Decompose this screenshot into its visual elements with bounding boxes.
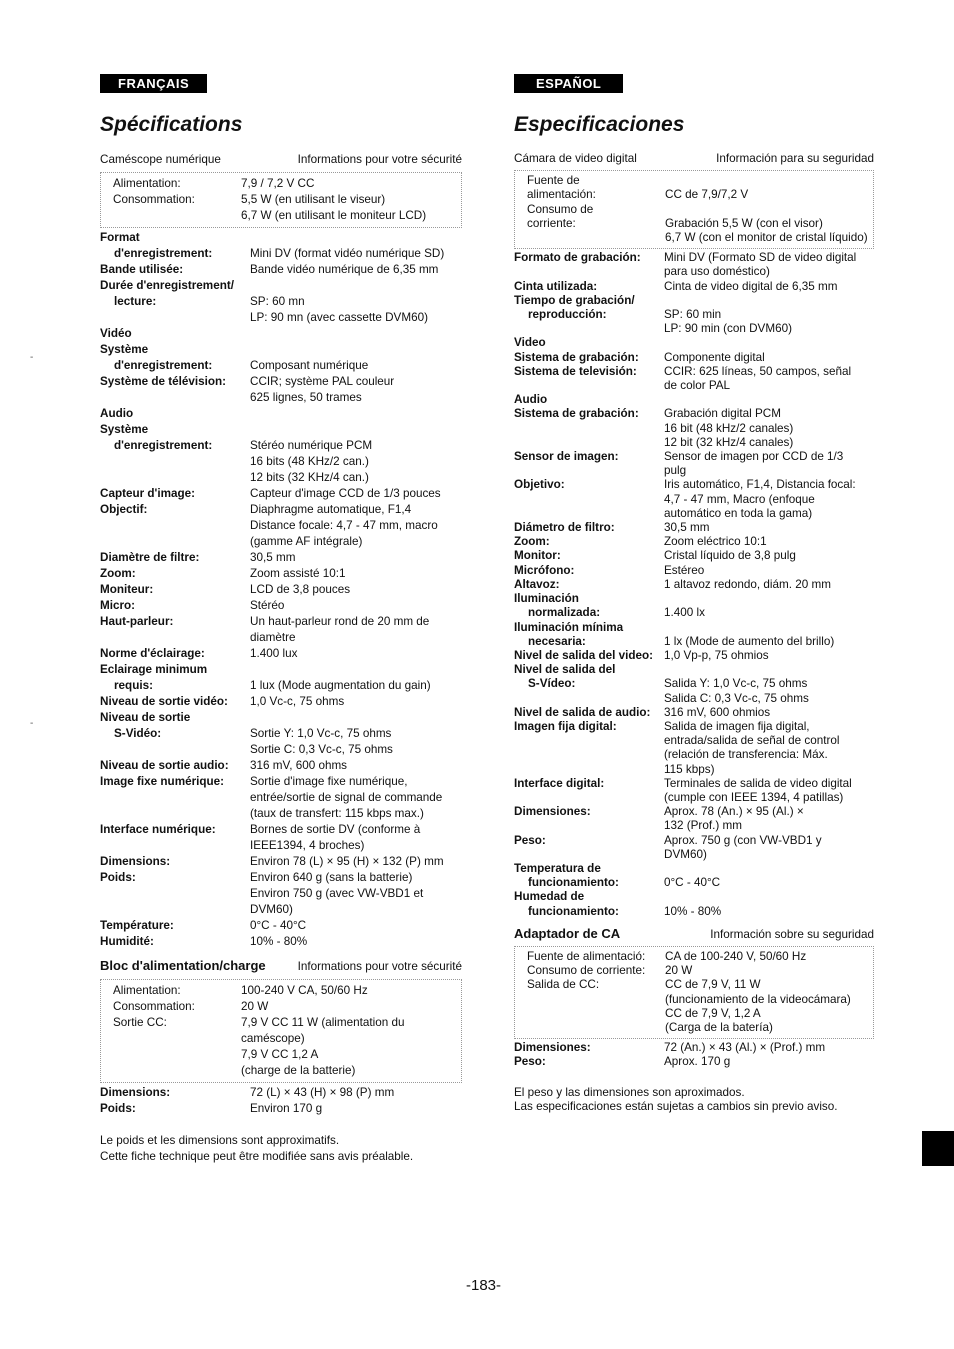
- spec-label: Norme d'éclairage:: [100, 647, 205, 660]
- language-label-french: FRANÇAIS: [100, 74, 207, 93]
- ac-spec-list: [514, 1041, 874, 1069]
- spec-value: [250, 662, 462, 678]
- spec-value: [664, 393, 874, 407]
- page-title-french: Spécifications: [100, 113, 243, 136]
- spec-value: CC de 7,9 V, 11 W (funcionamiento de la videocámara) CC de 7,9 V, 1,2 A (Carga de la batería): [665, 978, 851, 1034]
- spec-label: Humedad de: [514, 890, 585, 904]
- spec-label: Alimentation:: [113, 177, 181, 190]
- spec-label: Durée d'enregistrement/: [100, 279, 234, 292]
- spec-value: [250, 342, 462, 358]
- spec-value: Environ 78 (L) × 95 (H) × 132 (P) mm: [250, 855, 444, 868]
- spec-value: [250, 326, 462, 342]
- spec-label: Fuente de alimentació:: [527, 949, 646, 963]
- spec-label: Tiempo de grabación/: [514, 293, 635, 307]
- spec-value: Mini DV (format vidéo numérique SD): [250, 247, 445, 260]
- page-number: -183-: [466, 1277, 502, 1294]
- spec-label: Objectif:: [100, 503, 148, 516]
- spec-label: Micrófono:: [514, 563, 575, 577]
- spec-value: Salida de imagen fija digital, entrada/salida de señal de control (relación de transferencia: Máx. 115 kbps): [664, 719, 840, 776]
- spec-value: Un haut-parleur rond de 20 mm de diamètre: [250, 615, 430, 644]
- spec-value: CCIR: 625 líneas, 50 campos, señal de color PAL: [664, 364, 852, 393]
- spec-label: Peso:: [514, 1055, 546, 1069]
- spec-value: Composant numérique: [250, 359, 369, 372]
- spec-label: Nivel de salida del: [514, 663, 616, 677]
- margin-mark: -: [30, 352, 34, 363]
- spec-value: Zoom eléctrico 10:1: [664, 535, 767, 549]
- spec-value: [250, 230, 462, 246]
- spec-value: Grabación 5,5 W (con el visor) 6,7 W (con el monitor de cristal líquido): [665, 216, 868, 245]
- spanish-column: [514, 74, 874, 1114]
- spec-label: Sistema de televisión:: [514, 364, 637, 378]
- spec-value: Componente digital: [664, 350, 765, 364]
- safety-info-label: Informations pour votre sécurité: [297, 153, 462, 166]
- safety-info-label: Información para su seguridad: [716, 152, 874, 165]
- spec-label: Monitor:: [514, 549, 561, 563]
- spec-label: Interface digital:: [514, 776, 605, 790]
- footnote: Le poids et les dimensions sont approximatifs. Cette fiche technique peut être modifiée sans avis préalable.: [100, 1134, 414, 1163]
- spec-value: 72 (L) × 43 (H) × 98 (P) mm: [250, 1086, 395, 1099]
- ac-title: Bloc d'alimentation/charge: [100, 958, 266, 973]
- ac-power-box: [100, 979, 462, 1083]
- spec-value: Sensor de imagen por CCD de 1/3 pulg: [664, 450, 844, 478]
- spec-value: Grabación digital PCM 16 bit (48 kHz/2 canales) 12 bit (32 kHz/4 canales): [664, 407, 794, 449]
- spec-value: [250, 710, 462, 726]
- spec-value: Aprox. 78 (An.) × 95 (Al.) × 132 (Prof.) mm: [664, 805, 804, 833]
- ac-safety-label: Información sobre su seguridad: [710, 927, 874, 941]
- spec-label: d'enregistrement:: [114, 359, 213, 372]
- spec-value: Cristal líquido de 3,8 pulg: [664, 549, 796, 563]
- spec-value: SP: 60 min LP: 90 min (con DVM60): [664, 308, 792, 336]
- spec-label: Système de télévision:: [100, 375, 227, 388]
- spec-label: Zoom:: [100, 567, 136, 580]
- power-box: [100, 172, 462, 228]
- spec-label: Poids:: [100, 871, 136, 884]
- spec-label: Nivel de salida del video:: [514, 648, 654, 662]
- spec-label: Niveau de sortie audio:: [100, 759, 229, 772]
- spec-value: [664, 294, 874, 308]
- ac-power-box: [514, 946, 874, 1039]
- spec-label: Moniteur:: [100, 583, 154, 596]
- spec-label: Sistema de grabación:: [514, 350, 639, 364]
- language-label-spanish: ESPAÑOL: [514, 74, 623, 93]
- spec-value: LCD de 3,8 pouces: [250, 583, 351, 596]
- spec-value: Bande vidéo numérique de 6,35 mm: [250, 263, 439, 276]
- spec-value: Iris automático, F1,4, Distancia focal: 4,7 - 47 mm, Macro (enfoque automático en toda la gama): [664, 478, 856, 520]
- spec-label: Interface numérique:: [100, 823, 216, 836]
- spec-list: [514, 251, 874, 919]
- spec-value: [664, 890, 874, 904]
- section-name: Cámara de video digital: [514, 152, 637, 165]
- spec-label: d'enregistrement:: [114, 247, 213, 260]
- spec-value: 1.400 lx: [664, 606, 705, 620]
- spec-value: [664, 862, 874, 876]
- spec-value: Capteur d'image CCD de 1/3 pouces: [250, 487, 441, 500]
- spec-label: Dimensions:: [100, 855, 171, 868]
- spec-label: Cinta utilizada:: [514, 279, 598, 293]
- spec-label: Diámetro de filtro:: [514, 521, 615, 535]
- spec-label: Temperatura de: [514, 861, 601, 875]
- spec-value: 7,9 / 7,2 V CC: [241, 177, 315, 190]
- spec-label: Image fixe numérique:: [100, 775, 225, 788]
- spec-label: funcionamiento:: [528, 876, 619, 890]
- spec-label: Système: [100, 343, 149, 356]
- spec-label: Alimentation:: [113, 984, 181, 997]
- spec-value: 7,9 V CC 11 W (alimentation du caméscope) 7,9 V CC 1,2 A (charge de la batterie): [241, 1016, 405, 1077]
- spec-label: Video: [514, 336, 546, 350]
- spec-label: Iluminación: [514, 592, 579, 606]
- spec-label: Température:: [100, 919, 174, 932]
- spec-value: Environ 640 g (sans la batterie) Environ 750 g (avec VW-VBD1 et DVM60): [250, 871, 424, 916]
- spec-label: Niveau de sortie vidéo:: [100, 695, 228, 708]
- spec-label: Consumo de corriente:: [527, 964, 646, 978]
- spec-value: 100-240 V CA, 50/60 Hz: [241, 984, 368, 997]
- spec-label: normalizada:: [528, 606, 601, 620]
- spec-value: Salida Y: 1,0 Vc-c, 75 ohms Salida C: 0,3 Vc-c, 75 ohms: [664, 677, 809, 705]
- spec-value: Environ 170 g: [250, 1102, 323, 1115]
- spec-label: Objetivo:: [514, 478, 565, 492]
- spec-label: Peso:: [514, 833, 546, 847]
- spec-value: 316 mV, 600 ohms: [250, 759, 348, 772]
- spec-value: [664, 592, 874, 606]
- spec-value: Cinta de video digital de 6,35 mm: [664, 279, 838, 293]
- spec-value: 30,5 mm: [250, 551, 296, 564]
- spec-value: 20 W: [241, 1000, 269, 1013]
- spec-label: Nivel de salida de audio:: [514, 705, 651, 719]
- spec-label: Format: [100, 231, 140, 244]
- spec-value: [664, 621, 874, 635]
- spec-value: CA de 100-240 V, 50/60 Hz: [665, 949, 807, 963]
- spec-label: Dimensiones:: [514, 805, 591, 819]
- spec-value: 1.400 lux: [250, 647, 298, 660]
- spec-label: Imagen fija digital:: [514, 719, 617, 733]
- spec-value: CCIR; système PAL couleur 625 lignes, 50 trames: [250, 375, 395, 404]
- spec-value: Zoom assisté 10:1: [250, 567, 346, 580]
- spec-value: 1 lx (Mode de aumento del brillo): [664, 634, 835, 648]
- ac-header: [514, 927, 874, 942]
- spec-value: [250, 406, 462, 422]
- spec-value: 1 altavoz redondo, diám. 20 mm: [664, 577, 831, 591]
- footnote: El peso y las dimensiones son aproximados. Las especificaciones están sujetas a cambios sin previo aviso.: [514, 1085, 838, 1113]
- spec-label: Niveau de sortie: [100, 711, 191, 724]
- spec-label: Audio: [100, 407, 134, 420]
- spec-label: Système: [100, 423, 149, 436]
- section-header: [514, 152, 874, 166]
- spec-value: Stéréo: [250, 599, 285, 612]
- spec-label: Iluminación mínima: [514, 620, 624, 634]
- spec-label: necesaria:: [528, 634, 586, 648]
- spec-label: Sensor de imagen:: [514, 450, 619, 464]
- spec-value: Terminales de salida de video digital (cumple con IEEE 1394, 4 patillas): [664, 776, 852, 804]
- spec-value: 30,5 mm: [664, 521, 710, 535]
- spec-value: 5,5 W (en utilisant le viseur) 6,7 W (en utilisant le moniteur LCD): [241, 193, 427, 222]
- spec-label: Bande utilisée:: [100, 263, 184, 276]
- spec-label: reproducción:: [528, 308, 607, 322]
- spec-label: Humidité:: [100, 935, 154, 948]
- spec-label: funcionamiento:: [528, 904, 619, 918]
- spec-value: CC de 7,9/7,2 V: [665, 188, 749, 202]
- power-box: [514, 170, 874, 249]
- spec-label: Sortie CC:: [113, 1016, 167, 1029]
- spec-label: Formato de grabación:: [514, 251, 641, 265]
- spec-value: Bornes de sortie DV (conforme à IEEE1394, 4 broches): [250, 823, 421, 852]
- spec-label: Haut-parleur:: [100, 615, 174, 628]
- thumb-index-tab: [922, 1131, 954, 1166]
- spec-value: [250, 422, 462, 438]
- spec-label: Capteur d'image:: [100, 487, 195, 500]
- spec-value: Aprox. 750 g (con VW-VBD1 y DVM60): [664, 833, 822, 861]
- spec-label: Diamètre de filtre:: [100, 551, 200, 564]
- section-header: [100, 152, 462, 168]
- spec-label: Consommation:: [113, 1000, 195, 1013]
- spec-label: Altavoz:: [514, 577, 560, 591]
- spec-label: Micro:: [100, 599, 136, 612]
- spec-value: Estéreo: [664, 563, 705, 577]
- spec-label: Salida de CC:: [527, 978, 600, 992]
- ac-safety-label: Informations pour votre sécurité: [297, 960, 462, 973]
- ac-power-list: [515, 950, 873, 1035]
- spec-value: Stéréo numérique PCM 16 bits (48 KHz/2 can.) 12 bits (32 KHz/4 can.): [250, 439, 373, 484]
- ac-spec-list: [100, 1085, 462, 1117]
- spec-value: Mini DV (Formato SD de video digital para uso doméstico): [664, 251, 857, 279]
- spec-label: Eclairage minimum: [100, 663, 208, 676]
- spec-list: [100, 230, 462, 950]
- spec-label: Fuente de alimentación:: [527, 174, 596, 202]
- spec-label: Consommation:: [113, 193, 195, 206]
- spec-value: 20 W: [665, 964, 693, 978]
- spec-value: Sortie Y: 1,0 Vc-c, 75 ohms Sortie C: 0,3 Vc-c, 75 ohms: [250, 727, 393, 756]
- spec-value: [664, 663, 874, 677]
- spec-value: 1 lux (Mode augmentation du gain): [250, 679, 431, 692]
- spec-label: d'enregistrement:: [114, 439, 213, 452]
- power-list: [101, 176, 461, 224]
- spec-label: S-Vídeo:: [528, 677, 576, 691]
- ac-power-list: [101, 983, 461, 1079]
- spec-label: Vidéo: [100, 327, 132, 340]
- spec-label: Dimensions:: [100, 1086, 171, 1099]
- spec-label: requis:: [114, 679, 153, 692]
- spec-label: S-Vidéo:: [114, 727, 162, 740]
- spec-value: 0°C - 40°C: [250, 919, 307, 932]
- spec-value: 1,0 Vc-c, 75 ohms: [250, 695, 345, 708]
- spec-value: 10% - 80%: [664, 904, 722, 918]
- spec-value: 1,0 Vp-p, 75 ohmios: [664, 648, 769, 662]
- ac-header: [100, 958, 462, 975]
- spec-label: Audio: [514, 393, 548, 407]
- spec-value: [250, 278, 462, 294]
- spec-label: Dimensiones:: [514, 1041, 591, 1055]
- power-list: [515, 174, 873, 245]
- spec-label: Poids:: [100, 1102, 136, 1115]
- spec-value: Aprox. 170 g: [664, 1055, 731, 1069]
- spec-value: 72 (An.) × 43 (Al.) × (Prof.) mm: [664, 1041, 826, 1055]
- spec-value: 10% - 80%: [250, 935, 308, 948]
- spec-value: Sortie d'image fixe numérique, entrée/sortie de signal de commande (taux de transfert: 115 kbps max.): [250, 775, 443, 820]
- spec-label: Consumo de corriente:: [527, 202, 594, 230]
- spec-label: Zoom:: [514, 535, 550, 549]
- ac-title: Adaptador de CA: [514, 925, 621, 941]
- page-title-spanish: Especificaciones: [514, 113, 685, 136]
- margin-mark: -: [30, 718, 34, 729]
- spec-value: [664, 336, 874, 350]
- french-column: [100, 74, 462, 1165]
- spec-label: Sistema de grabación:: [514, 407, 639, 421]
- section-name: Caméscope numérique: [100, 153, 221, 166]
- spec-value: SP: 60 mn LP: 90 mn (avec cassette DVM60): [250, 295, 428, 324]
- spec-value: Diaphragme automatique, F1,4 Distance focale: 4,7 - 47 mm, macro (gamme AF intégrale): [250, 503, 438, 548]
- spec-value: 316 mV, 600 ohmios: [664, 705, 771, 719]
- spec-label: lecture:: [114, 295, 157, 308]
- spec-value: 0°C - 40°C: [664, 876, 721, 890]
